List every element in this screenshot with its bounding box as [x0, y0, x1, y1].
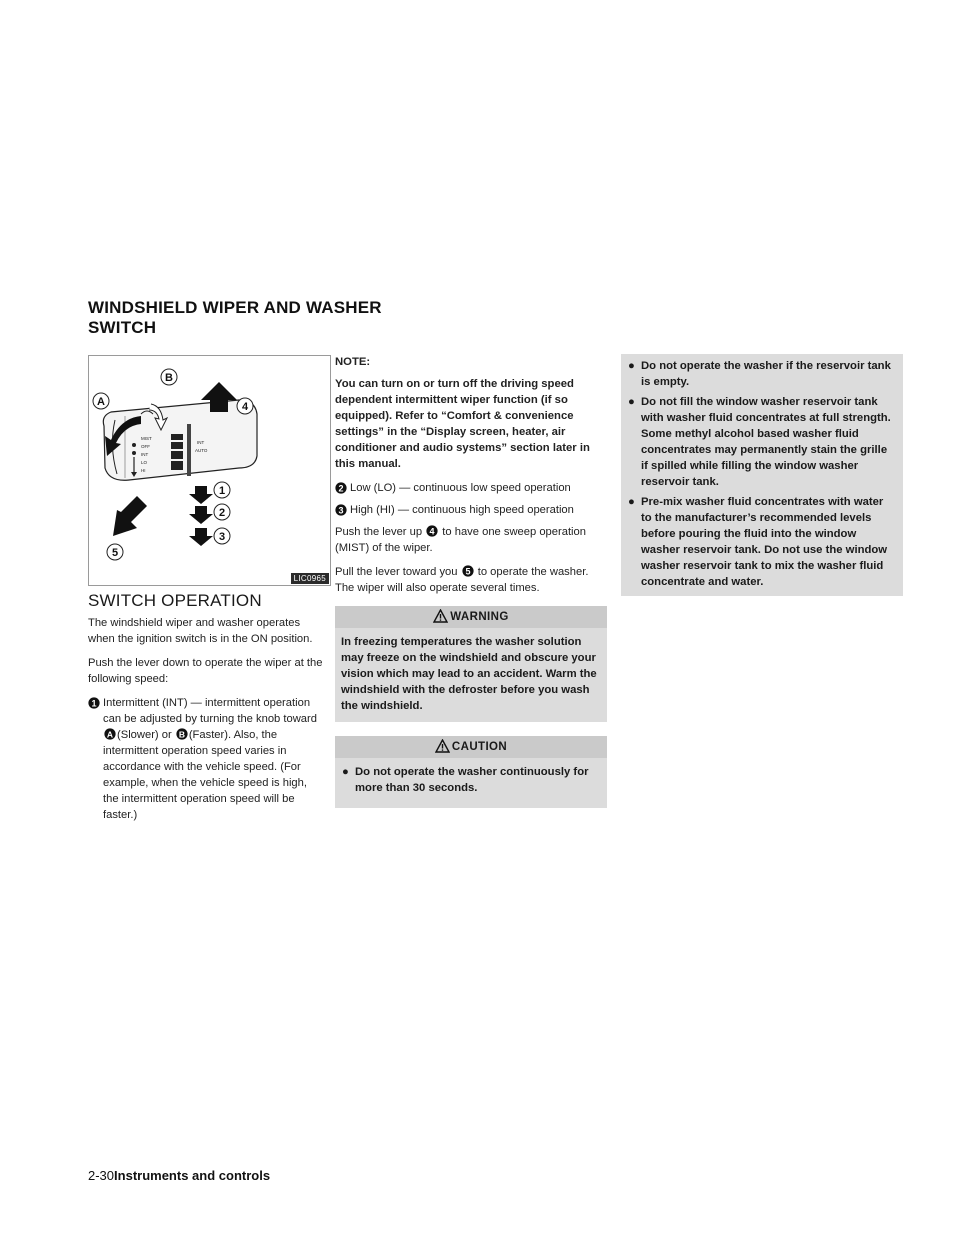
- caution-bullet: ● Do not operate the washer continuously for more than 30 seconds.: [342, 766, 589, 794]
- push-down-paragraph: Push the lever down to operate the wiper at the following speed:: [88, 657, 323, 685]
- step-1-icon: [88, 697, 100, 709]
- label-4: 4: [241, 401, 249, 413]
- bullet-icon: ●: [628, 360, 635, 372]
- caution-triangle-icon: [435, 739, 450, 753]
- wiper-switch-figure: [88, 355, 331, 586]
- svg-text:A: A: [106, 729, 114, 740]
- column-1: [88, 615, 324, 829]
- page-footer: [88, 1168, 270, 1183]
- caution-bullet-concentrate: ● Do not fill the window washer reservoir tank with washer fluid concentrates at full strength. Some methyl alcohol based washer fluid concentrates may permanently stain the grille if spilled while filling the window washer reservoir tank.: [628, 396, 891, 488]
- item-1-text: Intermittent (INT) — intermittent operation can be adjusted by turning the knob toward: [103, 697, 317, 725]
- caution-box: [335, 736, 607, 808]
- item-1-faster: (Faster). Also, the intermittent operation speed varies in accordance with the vehicle speed. (For example, when the vehicle speed is high, the intermittent operation speed will be faster.): [103, 729, 307, 821]
- subsection-title: SWITCH OPERATION: [88, 591, 262, 610]
- note-text: You can turn on or turn off the driving speed dependent intermittent wiper function (if so equipped). Refer to “Comfort & convenience settings” in the “Display screen, heater, air conditioner and audio systems” section later in this manual.: [335, 378, 590, 470]
- pull-paragraph: Pull the lever toward you 5 to operate the washer. The wiper will also operate several times.: [335, 566, 589, 594]
- list-item-2: [335, 480, 607, 496]
- svg-text:1: 1: [91, 698, 97, 709]
- item-1-slower: (Slower) or: [117, 729, 172, 741]
- step-3-icon: [335, 504, 347, 516]
- marking-int-right: INT: [197, 440, 205, 445]
- step-a-icon: [104, 728, 116, 740]
- caution-bullet-empty-tank: ● Do not operate the washer if the reservoir tank is empty.: [628, 360, 891, 388]
- step-5-icon: [462, 565, 474, 577]
- arrow-down-2-icon: [189, 506, 213, 524]
- arrow-pull-icon: [113, 496, 147, 536]
- svg-text:5: 5: [465, 566, 471, 577]
- svg-text:4: 4: [429, 526, 435, 537]
- bullet-icon: ●: [628, 496, 635, 508]
- section-title: WINDSHIELD WIPER AND WASHER SWITCH: [88, 298, 382, 337]
- marking-lo: LO: [141, 460, 148, 465]
- marking-mist: MIST: [141, 436, 152, 441]
- item-3-text: High (HI) — continuous high speed operation: [350, 504, 574, 516]
- bullet-icon: ●: [342, 766, 349, 778]
- list-item-1: [88, 695, 324, 823]
- warning-text: In freezing temperatures the washer solution may freeze on the windshield and obscure your vision which may lead to an accident. Warm the windshield with the defroster before you wash the windshield.: [341, 636, 597, 712]
- caution-title: CAUTION: [335, 736, 607, 758]
- warning-triangle-icon: [433, 609, 448, 623]
- wiper-lever-diagram: [89, 356, 330, 585]
- bullet-icon: ●: [628, 396, 635, 408]
- warning-title: WARNING: [335, 606, 607, 628]
- marking-off: OFF: [141, 444, 150, 449]
- marking-auto: AUTO: [195, 448, 208, 453]
- push-up-paragraph: Push the lever up 4 to have one sweep operation (MIST) of the wiper.: [335, 526, 586, 554]
- label-3: 3: [218, 531, 226, 543]
- svg-text:2: 2: [338, 483, 344, 494]
- figure-code: LIC0965: [291, 573, 329, 584]
- arrow-down-3-icon: [189, 528, 213, 546]
- note-label: NOTE:: [335, 356, 371, 368]
- label-5: 5: [111, 547, 119, 559]
- page-number: 2-30: [88, 1168, 115, 1183]
- label-1: 1: [218, 485, 226, 497]
- step-b-icon: [176, 728, 188, 740]
- column-3: [621, 354, 903, 596]
- arrow-down-1-icon: [189, 486, 213, 504]
- svg-text:B: B: [178, 729, 185, 740]
- svg-text:3: 3: [338, 505, 344, 516]
- intro-paragraph: The windshield wiper and washer operates when the ignition switch is in the ON position.: [88, 617, 313, 645]
- list-item-3: [335, 502, 607, 518]
- step-4-icon: [426, 525, 438, 537]
- footer-section-title: Instruments and controls: [114, 1168, 271, 1183]
- label-2: 2: [218, 507, 226, 519]
- column-2: [335, 354, 607, 808]
- caution-continued-box: [621, 354, 903, 596]
- caution-bullet-premix: ● Pre-mix washer fluid concentrates with water to the manufacturer’s recommended levels before pouring the fluid into the window washer reservoir tank. Do not use the window washer reservoir tank to mix the washer fluid concentrate and water.: [628, 496, 888, 588]
- label-b: B: [165, 372, 173, 384]
- warning-box: [335, 606, 607, 722]
- marking-int: INT: [141, 452, 149, 457]
- marking-hi: HI: [141, 468, 146, 473]
- item-2-text: Low (LO) — continuous low speed operation: [350, 482, 571, 494]
- step-2-icon: [335, 482, 347, 494]
- caution-body: [335, 758, 607, 808]
- label-a: A: [97, 396, 105, 408]
